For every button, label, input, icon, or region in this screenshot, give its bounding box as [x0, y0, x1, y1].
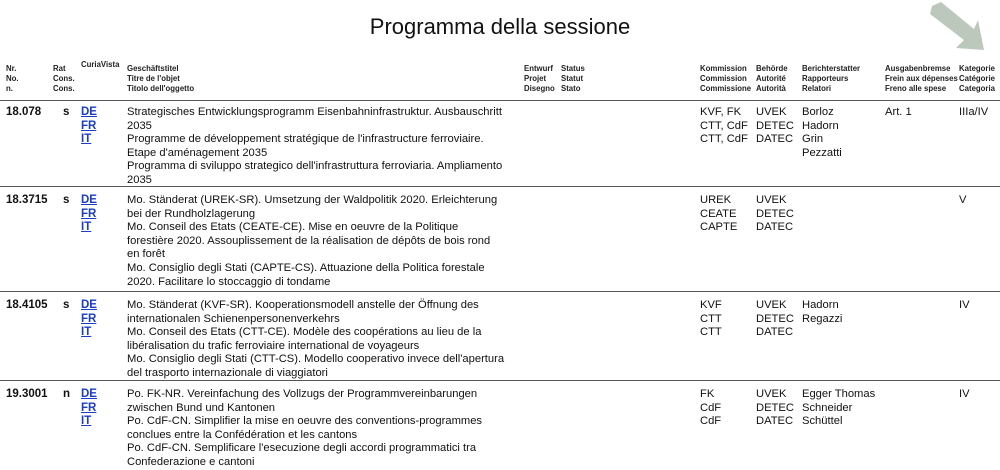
- table-row: [0, 100, 1000, 187]
- header-nr: Nr. No. n.: [6, 64, 19, 93]
- link-fr[interactable]: FR: [81, 401, 97, 414]
- link-de[interactable]: DE: [81, 194, 97, 206]
- curiavista-links: [81, 388, 97, 429]
- table-row: [0, 382, 1000, 470]
- commission-list: KVF CTT CTT: [700, 299, 722, 339]
- link-it[interactable]: IT: [81, 415, 92, 428]
- commission-list: UREK CEATE CAPTE: [700, 194, 738, 234]
- commission-list: KVF, FK CTT, CdF CTT, CdF: [700, 106, 748, 146]
- table-header: [0, 62, 1000, 101]
- header-entwurf: Entwurf Projet Disegno: [524, 64, 555, 93]
- business-title: Mo. Ständerat (UREK-SR). Umsetzung der Waldpolitik 2020. Erleichterung bei der Rundholzlagerung Mo. Conseil des Etats (CEATE-CE). Mise en oeuvre de la Politique forestière 2020. Assouplissement de la réalisation de dépôts de bois rond en forêt Mo. Consiglio degli Stati (CAPTE-CS). Attuazione della Politica forestale 2020. Facilitare lo stoccaggio di tondame: [127, 194, 498, 288]
- business-title: Strategisches Entwicklungsprogramm Eisenbahninfrastruktur. Ausbauschritt 2035 Programme de développement stratégique de l'infrastructure ferroviaire. Etape d'aménagement 2035 Programma di sviluppo strategico dell'infrastruttura ferroviaria. Ampliamento 2035: [127, 106, 503, 186]
- spending-brake: Art. 1: [885, 106, 912, 118]
- header-ausgabenbremse: Ausgabenbremse Frein aux dépenses Freno alle spese: [885, 64, 958, 93]
- category: IV: [959, 388, 970, 400]
- link-fr[interactable]: FR: [81, 312, 97, 325]
- council-code: s: [63, 106, 70, 118]
- table-row: [0, 293, 1000, 381]
- council-code: s: [63, 194, 70, 206]
- category: IIIa/IV: [959, 106, 989, 118]
- authority-list: UVEK DETEC DATEC: [756, 194, 794, 234]
- council-code: n: [63, 388, 71, 400]
- link-de[interactable]: DE: [81, 388, 97, 400]
- link-it[interactable]: IT: [81, 133, 92, 146]
- curiavista-links: [81, 106, 97, 147]
- item-number: 18.4105: [6, 299, 48, 311]
- header-status: Status Statut Stato: [561, 64, 585, 93]
- rapporteur-list: Egger Thomas Schneider Schüttel: [802, 388, 876, 428]
- header-kategorie: Kategorie Catégorie Categoria: [959, 64, 995, 93]
- header-rat: Rat Cons. Cons.: [53, 64, 75, 93]
- authority-list: UVEK DETEC DATEC: [756, 299, 794, 339]
- category: V: [959, 194, 967, 206]
- business-title: Po. FK-NR. Vereinfachung des Vollzugs der Programmvereinbarungen zwischen Bund und Kantonen Po. CdF-CN. Simplifier la mise en oeuvre des conventions-programmes conclues entre la Confédération et les cantons Po. CdF-CN. Semplificare l'esecuzione degli accordi programmatici tra Confederazione e cantoni: [127, 388, 483, 468]
- rapporteur-list: Hadorn Regazzi: [802, 299, 843, 325]
- item-number: 18.3715: [6, 194, 48, 206]
- rapporteur-list: Borloz Hadorn Grin Pezzatti: [802, 106, 842, 159]
- curiavista-links: [81, 299, 97, 340]
- header-berichterstatter: Berichterstatter Rapporteurs Relatori: [802, 64, 861, 93]
- council-code: s: [63, 299, 70, 311]
- business-title: Mo. Ständerat (KVF-SR). Kooperationsmodell anstelle der Öffnung des internationalen Schienenpersonenverkehrs Mo. Conseil des Etats (CTT-CE). Modèle des coopérations au lieu de la libéralisation du trafic ferroviaire international de voyageurs Mo. Consiglio degli Stati (CTT-CS). Modello cooperativo invece dell'apertura del trasporto internazionale di viaggiatori: [127, 299, 505, 379]
- link-fr[interactable]: FR: [81, 207, 97, 220]
- page-title: Programma della sessione: [369, 14, 631, 39]
- link-fr[interactable]: FR: [81, 119, 97, 132]
- header-titel: Geschäftstitel Titre de l'objet Titolo dell'oggetto: [127, 64, 195, 93]
- link-it[interactable]: IT: [81, 326, 92, 339]
- commission-list: FK CdF CdF: [700, 388, 722, 428]
- authority-list: UVEK DETEC DATEC: [756, 106, 794, 146]
- header-behoerde: Behörde Autorité Autorità: [756, 64, 788, 93]
- item-number: 18.078: [6, 106, 42, 118]
- link-it[interactable]: IT: [81, 221, 92, 234]
- category: IV: [959, 299, 970, 311]
- link-de[interactable]: DE: [81, 299, 97, 311]
- header-kommission: Kommission Commission Commissione: [700, 64, 752, 93]
- arrow-down-right-icon: [928, 2, 990, 56]
- authority-list: UVEK DETEC DATEC: [756, 388, 794, 428]
- header-curiavista: CuriaVista: [81, 60, 120, 69]
- curiavista-links: [81, 194, 97, 235]
- table-row: [0, 188, 1000, 292]
- link-de[interactable]: DE: [81, 106, 97, 118]
- item-number: 19.3001: [6, 388, 48, 400]
